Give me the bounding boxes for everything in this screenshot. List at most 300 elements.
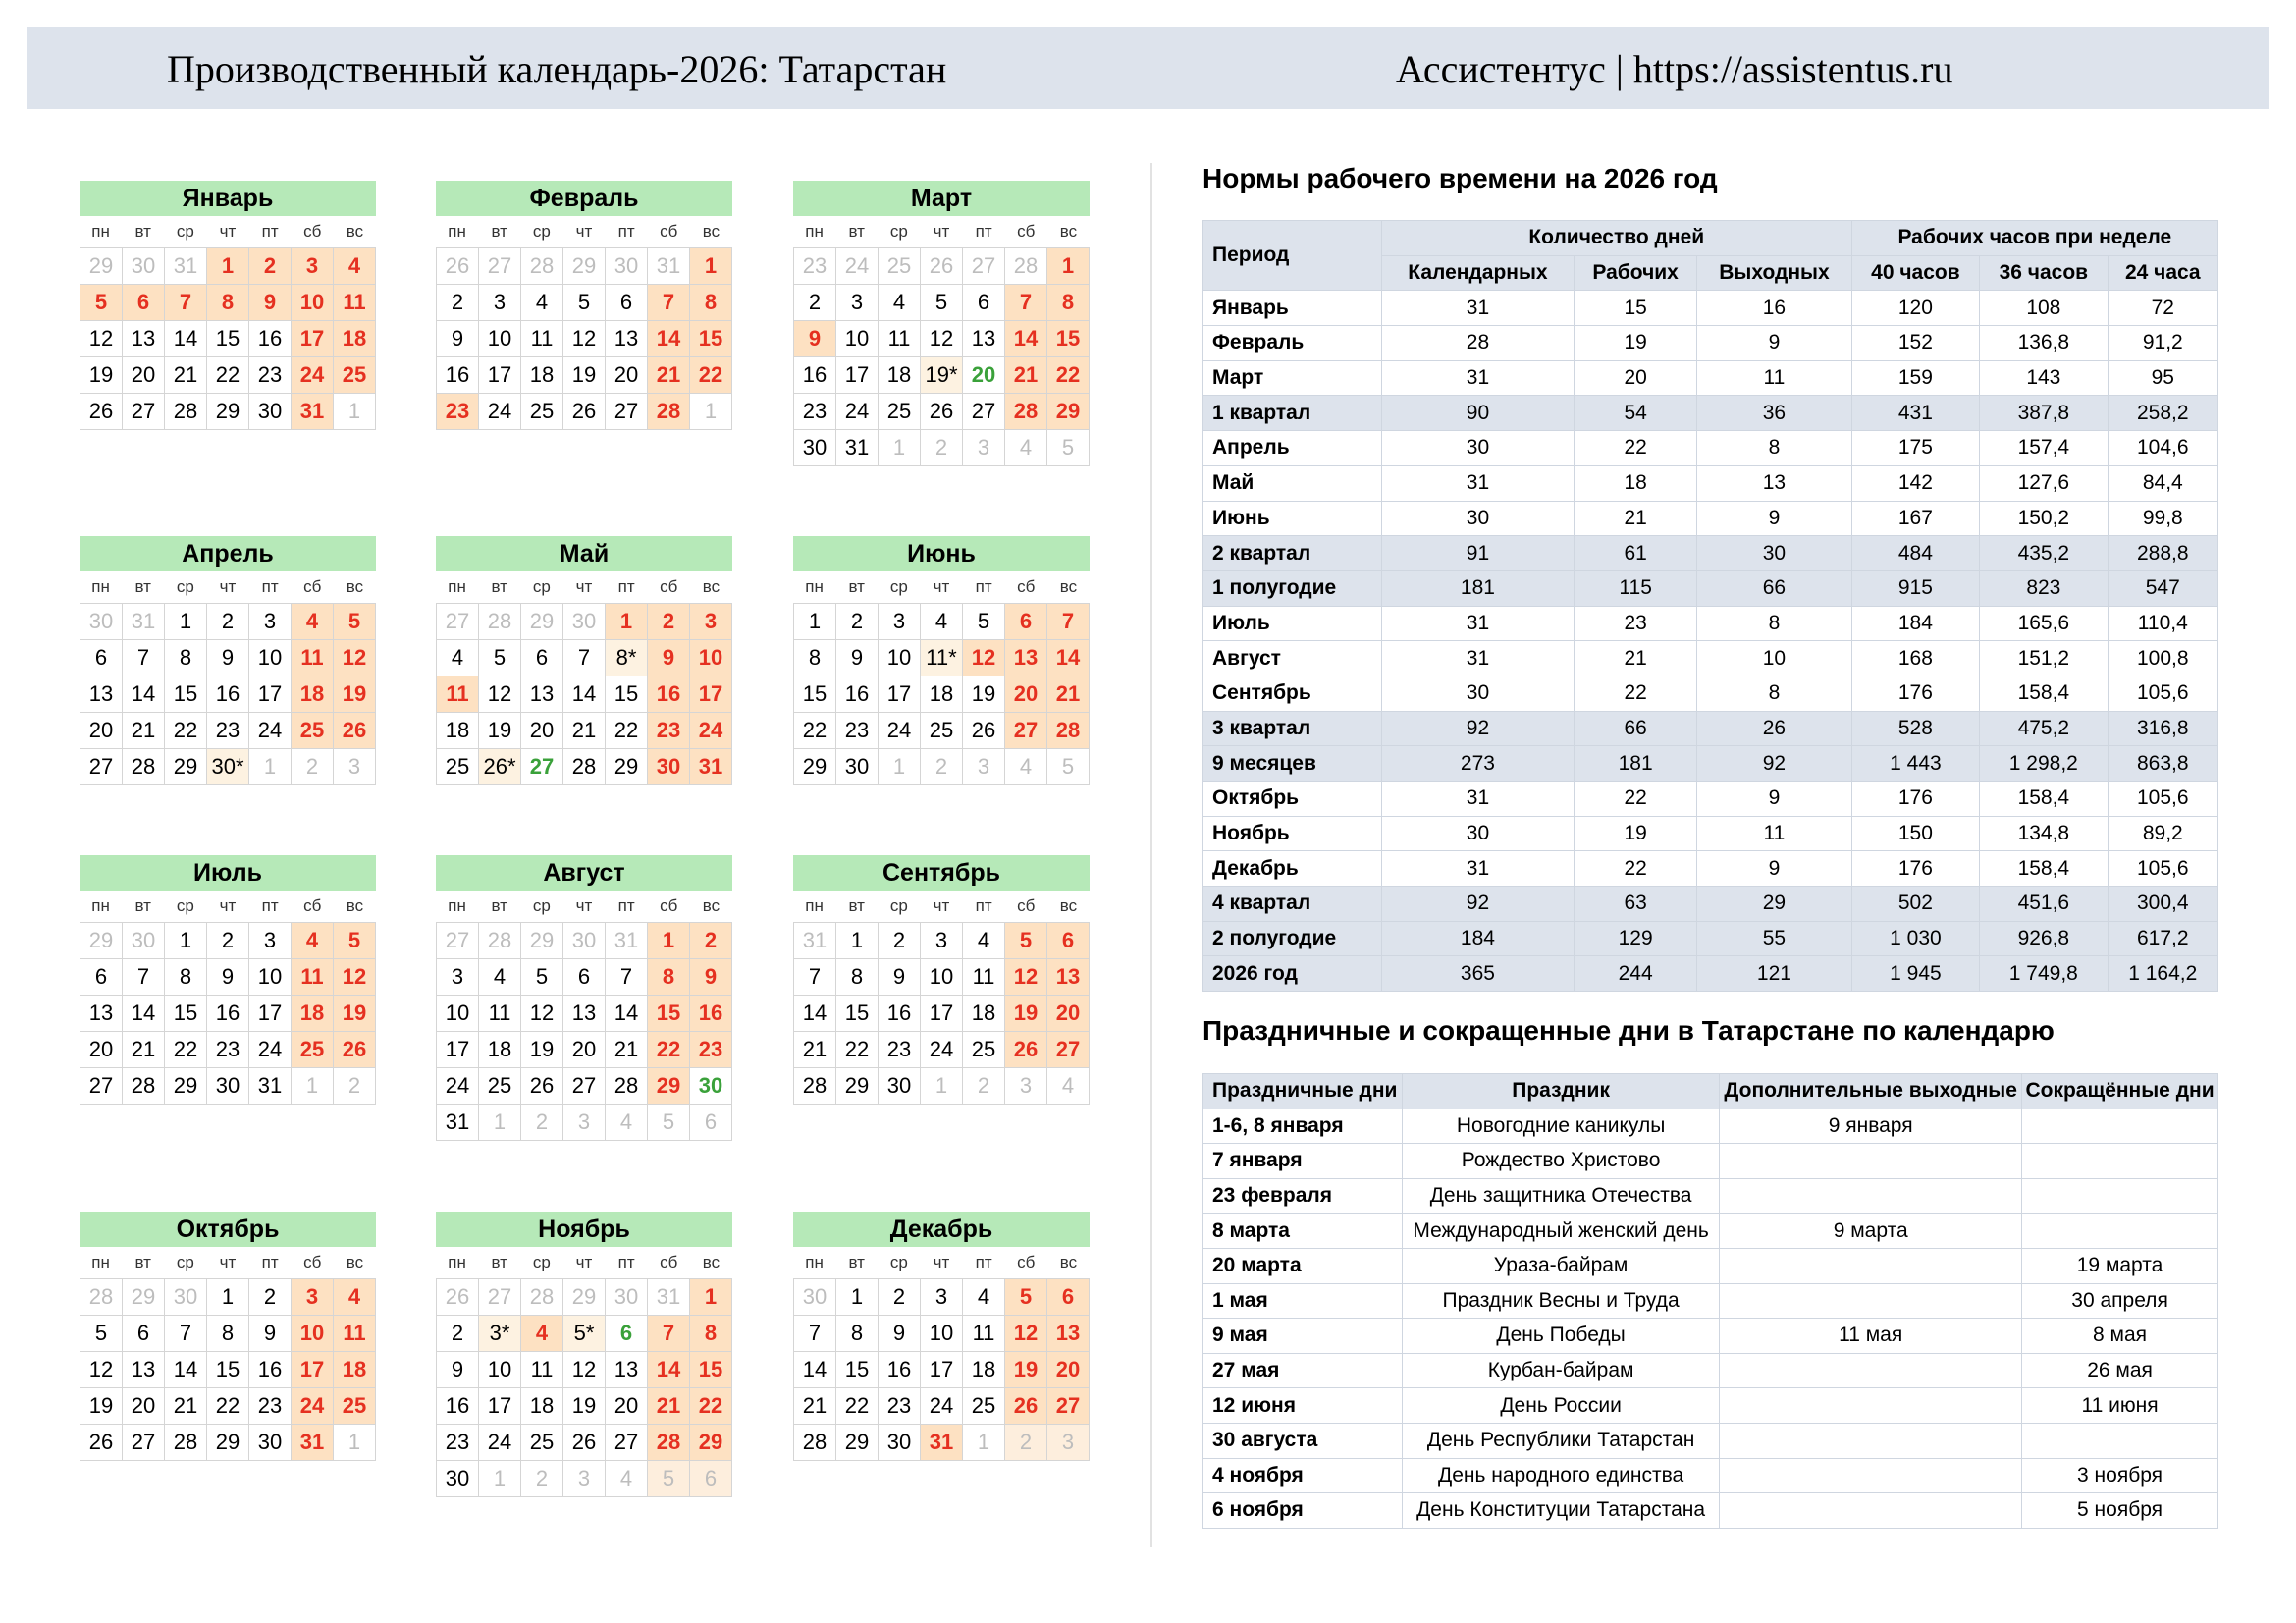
day-cell: 3 — [334, 749, 376, 785]
norms-value-cell: 18 — [1575, 465, 1697, 501]
day-cell: 28 — [648, 1425, 690, 1461]
weekday-header — [793, 1249, 1090, 1278]
norms-value-cell: 30 — [1697, 536, 1852, 571]
holiday-cell: 6 ноября — [1203, 1493, 1403, 1529]
day-cell: 4 — [437, 640, 479, 676]
day-cell: 31 — [249, 1068, 292, 1105]
norms-row — [1203, 851, 2218, 887]
holiday-cell: Рождество Христово — [1402, 1144, 1719, 1179]
norms-value-cell: 31 — [1381, 782, 1574, 817]
norms-hours-group-header: Рабочих часов при неделе — [1851, 221, 2217, 256]
norms-value-cell: 90 — [1381, 396, 1574, 431]
weekday-label: сб — [1017, 896, 1036, 915]
day-cell: 27 — [606, 1425, 648, 1461]
day-cell: 15 — [606, 676, 648, 713]
day-cell: 7 — [165, 1316, 207, 1352]
weekday-label: сб — [303, 896, 322, 915]
holiday-cell: Праздник Весны и Труда — [1402, 1283, 1719, 1319]
day-cell: 6 — [123, 1316, 165, 1352]
day-cell: 2 — [249, 1279, 292, 1316]
norms-value-cell: 31 — [1381, 851, 1574, 887]
day-cell: 3 — [963, 430, 1005, 466]
day-cell: 26 — [334, 1032, 376, 1068]
norms-period-cell: Январь — [1203, 291, 1382, 326]
day-cell: 23 — [249, 1388, 292, 1425]
norms-value-cell: 115 — [1575, 570, 1697, 606]
day-cell: 26 — [1005, 1032, 1047, 1068]
norms-value-cell: 159 — [1851, 360, 1979, 396]
norms-value-cell: 158,4 — [1980, 676, 2108, 711]
day-cell: 27 — [437, 604, 479, 640]
day-cell: 6 — [1047, 1279, 1090, 1316]
day-cell: 24 — [479, 394, 521, 430]
day-cell: 2 — [690, 923, 732, 959]
day-cell: 4 — [1047, 1068, 1090, 1105]
day-cell: 29 — [794, 749, 836, 785]
day-cell: 2 — [521, 1461, 563, 1497]
holiday-cell — [1720, 1493, 2022, 1529]
day-cell: 18 — [521, 1388, 563, 1425]
weekday-label: сб — [660, 896, 678, 915]
day-cell: 5 — [648, 1461, 690, 1497]
day-cell: 7 — [606, 959, 648, 996]
weekday-label: пн — [805, 577, 824, 596]
day-cell: 14 — [1005, 321, 1047, 357]
day-cell: 23 — [879, 1388, 921, 1425]
holidays-col-header: Праздничные дни — [1203, 1074, 1403, 1109]
day-cell: 31 — [794, 923, 836, 959]
norms-col-header: 36 часов — [1980, 255, 2108, 291]
day-cell: 1 — [606, 604, 648, 640]
day-cell: 4 — [921, 604, 963, 640]
weekday-label: вт — [134, 896, 151, 915]
norms-value-cell: 36 — [1697, 396, 1852, 431]
day-cell: 30 — [879, 1068, 921, 1105]
day-cell: 28 — [80, 1279, 123, 1316]
day-cell: 25 — [479, 1068, 521, 1105]
day-cell: 11 — [334, 285, 376, 321]
holiday-cell — [1720, 1353, 2022, 1388]
month-title: Июль — [80, 855, 376, 891]
day-cell: 19 — [963, 676, 1005, 713]
day-cell: 14 — [563, 676, 606, 713]
weekday-header — [436, 893, 732, 922]
day-cell: 24 — [879, 713, 921, 749]
day-cell: 1 — [249, 749, 292, 785]
norms-row — [1203, 782, 2218, 817]
weekday-label: пт — [617, 222, 635, 241]
norms-value-cell: 91,2 — [2108, 326, 2217, 361]
day-cell: 22 — [207, 357, 249, 394]
norms-value-cell: 823 — [1980, 570, 2108, 606]
norms-value-cell: 10 — [1697, 641, 1852, 676]
norms-value-cell: 55 — [1697, 921, 1852, 956]
day-cell: 2 — [921, 430, 963, 466]
day-cell: 4 — [521, 285, 563, 321]
day-cell: 3 — [292, 248, 334, 285]
norms-value-cell: 435,2 — [1980, 536, 2108, 571]
day-cell: 13 — [963, 321, 1005, 357]
weekday-label: вс — [1059, 222, 1078, 241]
norms-value-cell: 8 — [1697, 606, 1852, 641]
weekday-header — [793, 573, 1090, 603]
day-cell: 6 — [563, 959, 606, 996]
holiday-cell: 8 марта — [1203, 1214, 1403, 1249]
day-cell: 19 — [334, 676, 376, 713]
weekday-label: вт — [134, 577, 151, 596]
norms-value-cell: 365 — [1381, 956, 1574, 992]
holidays-col-header: Дополнительные выходные — [1720, 1074, 2022, 1109]
day-cell: 1 — [479, 1461, 521, 1497]
day-cell: 8 — [836, 1316, 879, 1352]
day-cell: 16 — [794, 357, 836, 394]
day-grid — [793, 922, 1090, 1105]
holiday-row — [1203, 1178, 2218, 1214]
day-cell: 30 — [690, 1068, 732, 1105]
day-cell: 10 — [921, 959, 963, 996]
day-cell: 11 — [334, 1316, 376, 1352]
day-cell: 20 — [123, 357, 165, 394]
norms-period-cell: 2026 год — [1203, 956, 1382, 992]
day-cell: 25 — [437, 749, 479, 785]
day-cell: 22 — [207, 1388, 249, 1425]
holiday-cell: 1-6, 8 января — [1203, 1109, 1403, 1144]
weekday-label: вс — [1059, 1253, 1078, 1271]
weekday-label: пн — [448, 577, 466, 596]
norms-value-cell: 89,2 — [2108, 816, 2217, 851]
day-cell: 12 — [563, 321, 606, 357]
day-cell: 18 — [292, 996, 334, 1032]
day-cell: 5 — [1005, 923, 1047, 959]
weekday-label: пт — [975, 577, 992, 596]
day-cell: 19 — [334, 996, 376, 1032]
holiday-cell: 3 ноября — [2022, 1458, 2218, 1493]
day-cell: 14 — [1047, 640, 1090, 676]
day-cell: 22 — [794, 713, 836, 749]
day-cell: 29 — [521, 604, 563, 640]
day-cell: 3 — [1005, 1068, 1047, 1105]
day-cell: 24 — [249, 1032, 292, 1068]
day-cell: 28 — [563, 749, 606, 785]
holiday-cell — [1720, 1458, 2022, 1493]
day-cell: 18 — [521, 357, 563, 394]
day-cell: 15 — [836, 1352, 879, 1388]
day-cell: 15 — [690, 321, 732, 357]
norms-value-cell: 258,2 — [2108, 396, 2217, 431]
day-cell: 3 — [437, 959, 479, 996]
day-cell: 4 — [521, 1316, 563, 1352]
day-cell: 20 — [123, 1388, 165, 1425]
day-cell: 5 — [1005, 1279, 1047, 1316]
day-cell: 15 — [207, 1352, 249, 1388]
day-cell: 15 — [690, 1352, 732, 1388]
norms-table — [1202, 220, 2218, 992]
day-cell: 5 — [963, 604, 1005, 640]
norms-value-cell: 181 — [1575, 746, 1697, 782]
day-cell: 8 — [165, 959, 207, 996]
norms-row — [1203, 291, 2218, 326]
day-cell: 29 — [836, 1425, 879, 1461]
day-cell: 13 — [521, 676, 563, 713]
norms-value-cell: 158,4 — [1980, 851, 2108, 887]
day-cell: 21 — [165, 357, 207, 394]
day-cell: 9 — [879, 1316, 921, 1352]
day-cell: 6 — [1047, 923, 1090, 959]
norms-value-cell: 22 — [1575, 851, 1697, 887]
day-cell: 26 — [80, 394, 123, 430]
day-cell: 10 — [292, 285, 334, 321]
norms-row — [1203, 921, 2218, 956]
norms-value-cell: 129 — [1575, 921, 1697, 956]
day-cell: 23 — [836, 713, 879, 749]
norms-value-cell: 104,6 — [2108, 431, 2217, 466]
day-cell: 3 — [921, 1279, 963, 1316]
weekday-label: вт — [848, 222, 865, 241]
day-cell: 10 — [921, 1316, 963, 1352]
day-cell: 30 — [437, 1461, 479, 1497]
day-cell: 9 — [249, 285, 292, 321]
weekday-label: пт — [617, 577, 635, 596]
day-cell: 6 — [521, 640, 563, 676]
weekday-label: чт — [219, 1253, 237, 1271]
day-cell: 14 — [165, 1352, 207, 1388]
day-cell: 19 — [479, 713, 521, 749]
weekday-label: сб — [303, 577, 322, 596]
norms-value-cell: 134,8 — [1980, 816, 2108, 851]
norms-value-cell: 9 — [1697, 501, 1852, 536]
norms-value-cell: 9 — [1697, 326, 1852, 361]
norms-value-cell: 31 — [1381, 291, 1574, 326]
holiday-cell: 30 апреля — [2022, 1283, 2218, 1319]
day-cell: 15 — [165, 676, 207, 713]
day-cell: 25 — [963, 1032, 1005, 1068]
day-grid — [80, 1278, 376, 1461]
norms-period-cell: 4 квартал — [1203, 887, 1382, 922]
day-cell: 9 — [836, 640, 879, 676]
day-cell: 23 — [794, 394, 836, 430]
holiday-cell: День России — [1402, 1388, 1719, 1424]
day-cell: 1 — [836, 923, 879, 959]
weekday-label: чт — [933, 1253, 950, 1271]
norms-value-cell: 54 — [1575, 396, 1697, 431]
norms-value-cell: 30 — [1381, 676, 1574, 711]
norms-value-cell: 84,4 — [2108, 465, 2217, 501]
day-cell: 25 — [521, 394, 563, 430]
day-cell: 12 — [80, 321, 123, 357]
norms-value-cell: 105,6 — [2108, 782, 2217, 817]
weekday-header — [793, 218, 1090, 247]
norms-value-cell: 9 — [1697, 782, 1852, 817]
day-cell: 20 — [606, 1388, 648, 1425]
day-cell: 20 — [963, 357, 1005, 394]
day-cell: 28 — [479, 604, 521, 640]
weekday-label: вт — [491, 1253, 507, 1271]
day-cell: 26 — [521, 1068, 563, 1105]
weekday-label: пн — [805, 1253, 824, 1271]
day-grid — [436, 247, 732, 430]
day-cell: 8 — [207, 285, 249, 321]
holiday-cell — [2022, 1144, 2218, 1179]
day-cell: 15 — [648, 996, 690, 1032]
norms-value-cell: 20 — [1575, 360, 1697, 396]
weekday-header — [793, 893, 1090, 922]
norms-value-cell: 22 — [1575, 676, 1697, 711]
day-cell: 17 — [479, 1388, 521, 1425]
weekday-header — [80, 1249, 376, 1278]
day-cell: 3 — [879, 604, 921, 640]
day-cell: 2 — [836, 604, 879, 640]
day-grid — [436, 922, 732, 1141]
day-grid — [80, 247, 376, 430]
holiday-row — [1203, 1319, 2218, 1354]
norms-value-cell: 13 — [1697, 465, 1852, 501]
weekday-label: вс — [702, 222, 721, 241]
holiday-cell — [1720, 1248, 2022, 1283]
day-cell: 5 — [648, 1105, 690, 1141]
day-cell: 12 — [479, 676, 521, 713]
norms-value-cell: 1 164,2 — [2108, 956, 2217, 992]
norms-value-cell: 95 — [2108, 360, 2217, 396]
weekday-label: чт — [933, 222, 950, 241]
day-cell: 12 — [1005, 959, 1047, 996]
norms-row — [1203, 501, 2218, 536]
day-cell: 28 — [123, 1068, 165, 1105]
day-cell: 7 — [165, 285, 207, 321]
day-cell: 2 — [437, 1316, 479, 1352]
day-cell: 21 — [165, 1388, 207, 1425]
day-cell: 30* — [207, 749, 249, 785]
holiday-cell: День Победы — [1402, 1319, 1719, 1354]
day-cell: 14 — [165, 321, 207, 357]
day-cell: 14 — [606, 996, 648, 1032]
norms-period-cell: Июнь — [1203, 501, 1382, 536]
norms-period-cell: Август — [1203, 641, 1382, 676]
weekday-label: сб — [1017, 577, 1036, 596]
day-cell: 5 — [80, 285, 123, 321]
day-cell: 21 — [648, 357, 690, 394]
day-cell: 21 — [563, 713, 606, 749]
holiday-cell — [2022, 1178, 2218, 1214]
norms-value-cell: 1 945 — [1851, 956, 1979, 992]
norms-col-header: 24 часа — [2108, 255, 2217, 291]
day-cell: 25 — [921, 713, 963, 749]
day-cell: 1 — [879, 430, 921, 466]
day-cell: 18 — [334, 1352, 376, 1388]
holiday-cell: День Конституции Татарстана — [1402, 1493, 1719, 1529]
day-cell: 13 — [123, 1352, 165, 1388]
holiday-cell: 20 марта — [1203, 1248, 1403, 1283]
day-cell: 11 — [437, 676, 479, 713]
day-cell: 28 — [521, 248, 563, 285]
norms-value-cell: 484 — [1851, 536, 1979, 571]
day-cell: 22 — [1047, 357, 1090, 394]
month-calendar — [80, 181, 376, 430]
weekday-label: ср — [176, 222, 194, 241]
day-cell: 17 — [437, 1032, 479, 1068]
norms-value-cell: 528 — [1851, 711, 1979, 746]
day-cell: 6 — [1005, 604, 1047, 640]
norms-value-cell: 127,6 — [1980, 465, 2108, 501]
day-cell: 5 — [1047, 430, 1090, 466]
day-cell: 26 — [563, 394, 606, 430]
weekday-label: вт — [848, 896, 865, 915]
norms-value-cell: 66 — [1697, 570, 1852, 606]
day-grid — [793, 1278, 1090, 1461]
weekday-header — [80, 893, 376, 922]
holiday-cell — [1720, 1388, 2022, 1424]
month-title: Октябрь — [80, 1212, 376, 1247]
day-cell: 30 — [794, 1279, 836, 1316]
day-cell: 29 — [563, 248, 606, 285]
norms-period-cell: 1 полугодие — [1203, 570, 1382, 606]
day-cell: 19 — [80, 357, 123, 394]
day-cell: 5* — [563, 1316, 606, 1352]
norms-value-cell: 26 — [1697, 711, 1852, 746]
holiday-cell: Новогодние каникулы — [1402, 1109, 1719, 1144]
norms-value-cell: 21 — [1575, 641, 1697, 676]
holidays-col-header: Сокращённые дни — [2022, 1074, 2218, 1109]
day-cell: 13 — [563, 996, 606, 1032]
day-cell: 2 — [648, 604, 690, 640]
day-cell: 14 — [648, 1352, 690, 1388]
day-cell: 7 — [123, 640, 165, 676]
month-calendar — [80, 1212, 376, 1461]
norms-value-cell: 105,6 — [2108, 851, 2217, 887]
weekday-label: ср — [889, 896, 908, 915]
holiday-row — [1203, 1353, 2218, 1388]
weekday-label: вт — [848, 1253, 865, 1271]
day-cell: 30 — [123, 923, 165, 959]
norms-value-cell: 151,2 — [1980, 641, 2108, 676]
norms-value-cell: 22 — [1575, 431, 1697, 466]
weekday-label: вт — [134, 1253, 151, 1271]
day-cell: 5 — [1047, 749, 1090, 785]
norms-period-cell: Декабрь — [1203, 851, 1382, 887]
norms-value-cell: 105,6 — [2108, 676, 2217, 711]
holiday-cell: День Республики Татарстан — [1402, 1423, 1719, 1458]
holiday-row — [1203, 1144, 2218, 1179]
day-cell: 22 — [690, 357, 732, 394]
day-cell: 28 — [165, 394, 207, 430]
norms-value-cell: 288,8 — [2108, 536, 2217, 571]
page-header — [27, 27, 2269, 109]
day-cell: 31 — [690, 749, 732, 785]
day-cell: 25 — [334, 357, 376, 394]
day-cell: 28 — [165, 1425, 207, 1461]
day-cell: 26 — [963, 713, 1005, 749]
day-cell: 20 — [1005, 676, 1047, 713]
norms-value-cell: 23 — [1575, 606, 1697, 641]
day-cell: 29 — [123, 1279, 165, 1316]
day-cell: 21 — [794, 1388, 836, 1425]
day-cell: 14 — [794, 996, 836, 1032]
day-cell: 5 — [921, 285, 963, 321]
weekday-label: сб — [660, 577, 678, 596]
day-cell: 8 — [794, 640, 836, 676]
day-cell: 1 — [690, 394, 732, 430]
day-cell: 12 — [334, 640, 376, 676]
weekday-label: вс — [702, 1253, 721, 1271]
site-credit: Ассистентус | https://assistentus.ru — [1396, 47, 1953, 91]
day-cell: 3 — [690, 604, 732, 640]
day-cell: 26 — [921, 248, 963, 285]
holiday-cell: 12 июня — [1203, 1388, 1403, 1424]
weekday-label: вс — [346, 1253, 364, 1271]
day-cell: 30 — [563, 923, 606, 959]
norms-value-cell: 547 — [2108, 570, 2217, 606]
day-cell: 28 — [794, 1425, 836, 1461]
day-cell: 31 — [292, 1425, 334, 1461]
